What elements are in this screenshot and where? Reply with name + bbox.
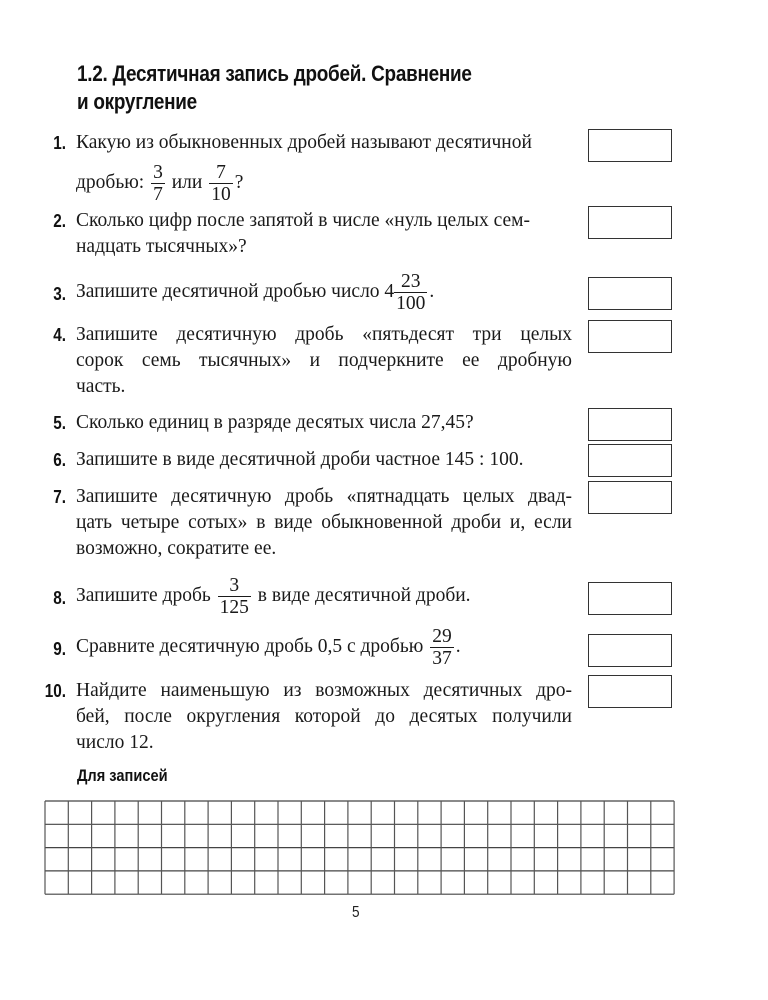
task-text-line (76, 162, 572, 205)
task-number: 7. (53, 487, 66, 507)
answer-box-8[interactable] (588, 582, 672, 615)
task-text-line: бей, после округления которой до десятых получили (76, 706, 572, 727)
denominator: 37 (432, 648, 452, 669)
section-title-line-1: 1.2. Десятичная запись дробей. Сравнение (77, 61, 472, 86)
text-fragment: ? (234, 171, 244, 193)
answer-box-5[interactable] (588, 408, 672, 441)
task-number: 2. (53, 211, 66, 231)
task-text (76, 208, 572, 260)
task-text-line: Сколько единиц в разряде десятых числа 27,45? (76, 412, 474, 433)
task-text-line: Запишите в виде десятичной дроби частное 145 : 100. (76, 449, 524, 470)
notes-grid[interactable] (44, 800, 676, 897)
numerator: 23 (394, 271, 427, 293)
task-text-line: цать четыре сотых» в виде обыкновенной дроби и, если (76, 512, 572, 533)
fraction (394, 271, 427, 314)
text-fragment: в виде десятичной дроби. (257, 584, 471, 606)
fraction (218, 575, 251, 618)
fraction (151, 162, 165, 205)
numerator: 29 (432, 626, 452, 647)
notes-label: Для записей (77, 766, 168, 785)
task-text-line: Какую из обыкновенных дробей называют десятичной (76, 132, 532, 153)
task-text (76, 130, 572, 205)
answer-box-4[interactable] (588, 320, 672, 353)
answer-box-3[interactable] (588, 277, 672, 310)
task-text (76, 575, 572, 621)
fraction (209, 162, 233, 205)
numerator: 7 (209, 162, 233, 184)
task-number: 10. (44, 681, 66, 701)
answer-box-7[interactable] (588, 481, 672, 514)
task-text (76, 410, 572, 436)
task-text-line: сорок семь тысячных» и подчеркните ее дробную (76, 350, 572, 371)
task-number: 9. (53, 639, 66, 659)
task-text-line: Запишите десятичную дробь «пятнадцать целых двад- (76, 486, 572, 507)
task-text (76, 484, 572, 562)
task-text (76, 626, 572, 672)
task-text-line (76, 626, 572, 672)
task-number: 3. (53, 284, 66, 304)
answer-box-1[interactable] (588, 129, 672, 162)
task-number: 1. (53, 133, 66, 153)
text-fragment: Сравните десятичную дробь 0,5 с дробью (76, 635, 424, 657)
task-text (76, 678, 572, 756)
task-text (76, 322, 572, 400)
task-number: 8. (53, 588, 66, 608)
answer-box-9[interactable] (588, 634, 672, 667)
task-text-line: надцать тысячных»? (76, 236, 247, 257)
section-title (77, 60, 490, 116)
answer-box-6[interactable] (588, 444, 672, 477)
answer-box-10[interactable] (588, 675, 672, 708)
task-text (76, 447, 572, 473)
section-title-line-2: и округление (77, 89, 197, 114)
task-number: 4. (53, 325, 66, 345)
task-text-line (76, 575, 572, 621)
task-text (76, 271, 572, 317)
task-number: 6. (53, 450, 66, 470)
task-text-line: Найдите наименьшую из возможных десятичных дро- (76, 680, 572, 701)
task-text-line: Запишите десятичную дробь «пятьдесят три целых (76, 324, 572, 345)
denominator: 7 (153, 184, 163, 205)
text-fragment: . (429, 280, 435, 302)
answer-box-2[interactable] (588, 206, 672, 239)
task-number: 5. (53, 413, 66, 433)
text-fragment: дробью: (76, 171, 145, 193)
task-text-line (76, 271, 572, 317)
text-fragment: Запишите десятичной дробью число 4 (76, 280, 395, 302)
denominator: 100 (396, 293, 426, 314)
text-fragment: . (455, 635, 461, 657)
denominator: 10 (211, 184, 231, 205)
denominator: 125 (219, 597, 249, 618)
task-text-line: число 12. (76, 732, 154, 753)
fraction (430, 626, 454, 669)
text-fragment: или (171, 171, 203, 193)
task-text-line: возможно, сократите ее. (76, 538, 277, 559)
task-text-line: Сколько цифр после запятой в числе «нуль целых сем- (76, 210, 531, 231)
page-number: 5 (352, 904, 360, 921)
task-text-line: часть. (76, 376, 126, 397)
numerator: 3 (153, 162, 163, 183)
numerator: 3 (218, 575, 251, 597)
text-fragment: Запишите дробь (76, 584, 211, 606)
